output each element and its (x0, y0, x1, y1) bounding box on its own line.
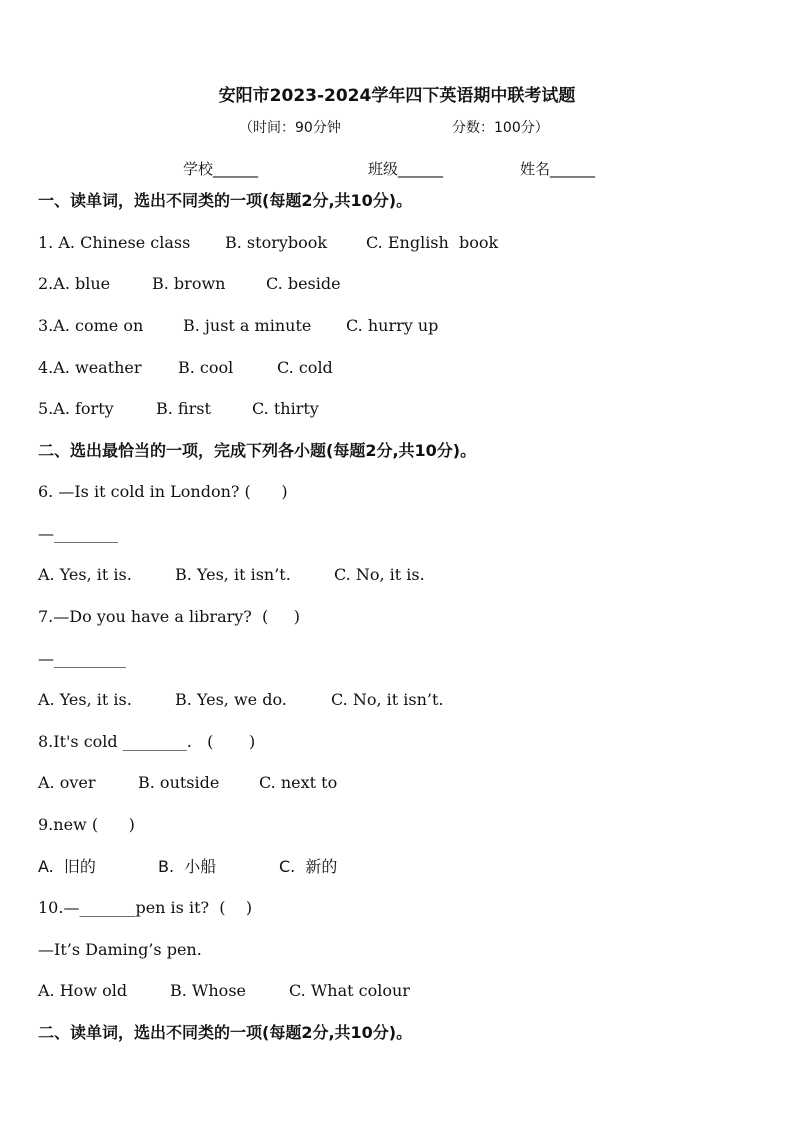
q3-option-b: B. just a minute (183, 316, 312, 335)
q6-option-b: B. Yes, it isn’t. (175, 565, 291, 584)
q2-option-b: B. brown (152, 274, 226, 293)
q6-option-c: C. No, it is. (334, 565, 425, 584)
q4-option-c: C. cold (277, 358, 333, 377)
q7-answer-blank: —_________ (38, 649, 126, 668)
q6-stem: 6. —Is it cold in London? ( ) (38, 482, 288, 501)
q9-option-c: C. 新的 (279, 857, 338, 876)
q4-option-a: 4.A. weather (38, 358, 142, 377)
q7-stem: 7.—Do you have a library? ( ) (38, 607, 300, 626)
q10-reply: —It’s Daming’s pen. (38, 940, 202, 959)
q7-option-b: B. Yes, we do. (175, 690, 287, 709)
class-field: 班级______ (368, 160, 444, 178)
exam-time: （时间：90分钟 (239, 120, 341, 136)
q9-option-b: B. 小船 (158, 857, 217, 876)
q5-option-c: C. thirty (252, 399, 319, 418)
q10-option-b: B. Whose (170, 981, 246, 1000)
q10-stem: 10.—_______pen is it? ( ) (38, 898, 253, 917)
q8-option-c: C. next to (259, 773, 338, 792)
section-1-heading: 一、读单词，选出不同类的一项(每题2分,共10分)。 (38, 191, 413, 210)
q9-stem: 9.new ( ) (38, 815, 135, 834)
exam-score: 分数：100分） (452, 120, 549, 136)
q6-option-a: A. Yes, it is. (38, 565, 132, 584)
q8-option-a: A. over (38, 773, 96, 792)
school-field: 学校______ (183, 160, 259, 178)
page-title: 安阳市2023-2024学年四下英语期中联考试题 (218, 86, 576, 106)
q3-option-a: 3.A. come on (38, 316, 144, 335)
q10-option-a: A. How old (38, 981, 128, 1000)
q8-option-b: B. outside (138, 773, 220, 792)
q7-option-c: C. No, it isn’t. (331, 690, 444, 709)
q5-option-a: 5.A. forty (38, 399, 114, 418)
name-field: 姓名______ (520, 160, 596, 178)
q1-option-c: C. English book (366, 233, 499, 252)
q3-option-c: C. hurry up (346, 316, 439, 335)
q9-option-a: A. 旧的 (38, 857, 96, 876)
q8-stem: 8.It's cold ________. ( ) (38, 732, 256, 751)
q1-option-b: B. storybook (225, 233, 328, 252)
section-2-heading: 二、选出最恰当的一项，完成下列各小题(每题2分,共10分)。 (38, 441, 477, 460)
q2-option-a: 2.A. blue (38, 274, 111, 293)
q6-answer-blank: —________ (38, 524, 118, 543)
q5-option-b: B. first (156, 399, 211, 418)
q7-option-a: A. Yes, it is. (38, 690, 132, 709)
q2-option-c: C. beside (266, 274, 341, 293)
section-3-heading: 二、读单词，选出不同类的一项(每题2分,共10分)。 (38, 1023, 413, 1042)
q4-option-b: B. cool (178, 358, 234, 377)
q1-option-a: 1. A. Chinese class (38, 233, 191, 252)
q10-option-c: C. What colour (289, 981, 410, 1000)
